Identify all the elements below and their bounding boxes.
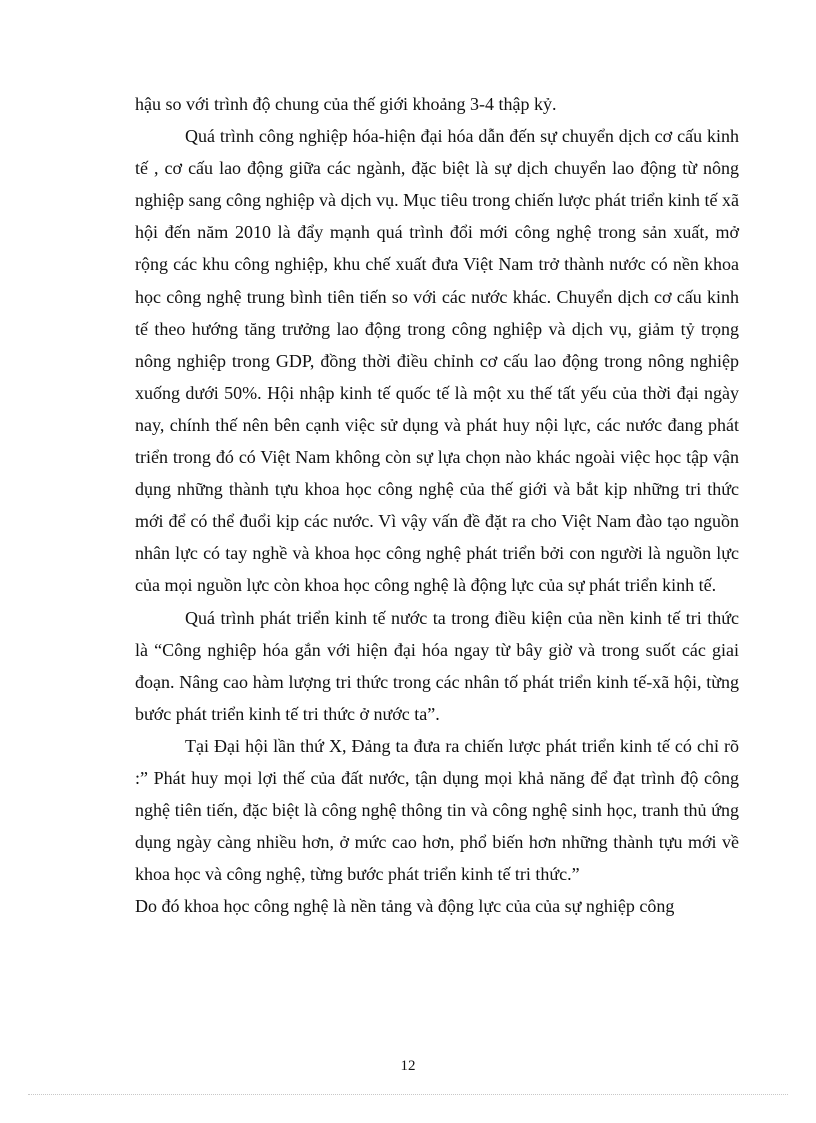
footer-divider (28, 1094, 788, 1095)
paragraph-continuation: hậu so với trình độ chung của thế giới khoảng 3-4 thập kỷ. (135, 94, 557, 114)
paragraph-industrialization: Quá trình công nghiệp hóa-hiện đại hóa dẫn đến sự chuyển dịch cơ cấu kinh tế , cơ cấu lao động giữa các ngành, đặc biệt là sự dịch chuyển lao động từ nông nghiệp sang công nghiệp và dịch vụ. Mục tiêu trong chiến lược phát triển kinh tế xã hội đến năm 2010 là đẩy mạnh quá trình đổi mới công nghệ trong sản xuất, mở rộng các khu công nghiệp, khu chế xuất đưa Việt Nam trở thành nước có nền khoa học công nghệ trung bình tiên tiến so với các nước khác. Chuyển dịch cơ cấu kinh tế theo hướng tăng trưởng lao động trong công nghiệp và dịch vụ, giảm tỷ trọng nông nghiệp trong GDP, đồng thời điều chỉnh cơ cấu lao động trong nông nghiệp xuống dưới 50%. Hội nhập kinh tế quốc tế là một xu thế tất yếu của thời đại ngày nay, chính thế nên bên cạnh việc sử dụng và phát huy nội lực, các nước đang phát triển trong đó có Việt Nam không còn sự lựa chọn nào khác ngoài việc học tập vận dụng những thành tựu khoa học công nghệ của thế giới và bắt kịp những tri thức mới để có thể đuổi kịp các nước. Vì vậy vấn đề đặt ra cho Việt Nam đào tạo nguồn nhân lực có tay nghề và khoa học công nghệ phát triển bởi con người là nguồn lực của mọi nguồn lực còn khoa học công nghệ là động lực của sự phát triển kinh tế. (135, 126, 739, 596)
body-text (135, 88, 739, 922)
paragraph-knowledge-economy: Quá trình phát triển kinh tế nước ta trong điều kiện của nền kinh tế tri thức là “Công nghiệp hóa gắn với hiện đại hóa ngay từ bây giờ và trong suốt các giai đoạn. Nâng cao hàm lượng tri thức trong các nhân tố phát triển kinh tế-xã hội, từng bước phát triển kinh tế tri thức ở nước ta”. (135, 607, 739, 724)
paragraph-conclusion: Do đó khoa học công nghệ là nền tảng và động lực của của sự nghiệp công (135, 896, 675, 917)
paragraph-party-congress: Tại Đại hội lần thứ X, Đảng ta đưa ra chiến lược phát triển kinh tế có chỉ rõ :” Phát huy mọi lợi thế của đất nước, tận dụng mọi khả năng để đạt trình độ công nghệ tiên tiến, đặc biệt là công nghệ thông tin và công nghệ sinh học, tranh thủ ứng dụng ngày càng nhiều hơn, ở mức cao hơn, phổ biến hơn những thành tựu mới về khoa học và công nghệ, từng bước phát triển kinh tế tri thức.” (135, 735, 739, 885)
page-number: 12 (400, 1058, 416, 1074)
